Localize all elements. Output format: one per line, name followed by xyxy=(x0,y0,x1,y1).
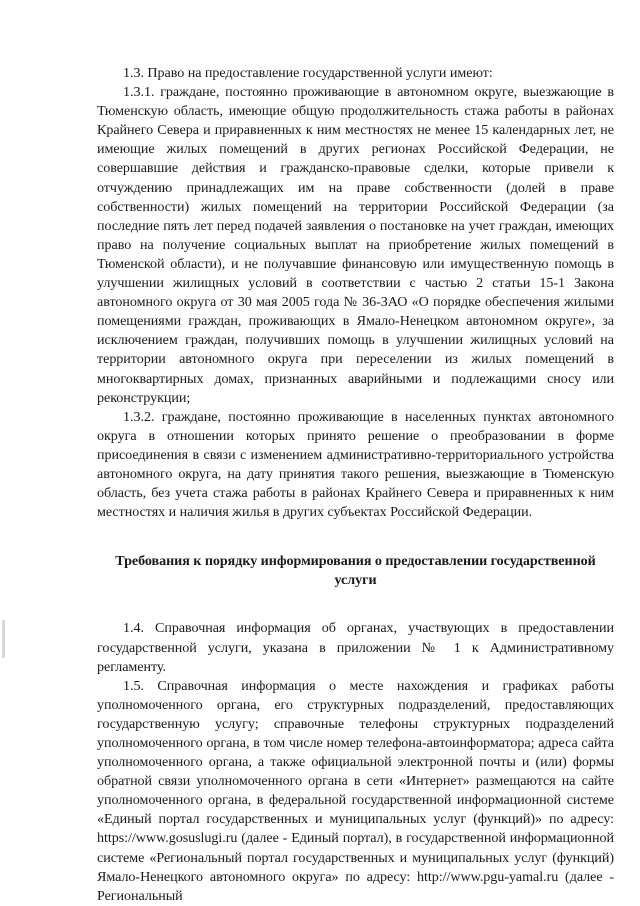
paragraph-1-3-2: 1.3.2. граждане, постоянно проживающие в населенных пунктах автономного округа в отношении которых принято решение о преобразовании в форме присоединения в связи с изменением административно-территориального устройства автономного округа, на дату принятия такого решения, выезжающие в Тюменскую область, без учета стажа работы в районах Крайнего Севера и приравненных к ним местностях и наличия жилья в других субъектах Российской Федерации. xyxy=(97,408,614,521)
paragraph-1-4: 1.4. Справочная информация об органах, участвующих в предоставлении государственной услуги, указана в приложении № 1 к Административному регламенту. xyxy=(97,620,614,675)
paragraph-1-3: 1.3. Право на предоставление государственной услуги имеют: xyxy=(123,65,493,81)
paragraph-1-3-1: 1.3.1. граждане, постоянно проживающие в автономном округе, выезжающие в Тюменскую область, имеющие общую продолжительность стажа работы в районах Крайнего Севера и приравненных к ним местностях не менее 15 календарных лет, не имеющие жилых помещений в других регионах Российской Федерации, не совершавшие действия и гражданско-правовые сделки, которые привели к отчуждению принадлежащих им на праве собственности (долей в праве собственности) жилых помещений на территории Российской Федерации (за последние пять лет перед подачей заявления о постановке на учет граждан, имеющих право на получение социальных выплат на приобретение жилых помещений в Тюменской области), и не получавшие финансовую или имущественную помощь в улучшении жилищных условий в соответствии с частью 2 статьи 15-1 Закона автономного округа от 30 мая 2005 года № 36-ЗАО «О порядке обеспечения жилыми помещениями граждан, проживающих в Ямало-Ненецком автономном округе», за исключением граждан, получивших помощь в улучшении жилищных условий на территории автономного округа при переселении из жилых помещений в многоквартирных домах, признанных аварийными и подлежащими сносу или реконструкции; xyxy=(97,84,614,406)
document-body xyxy=(97,64,614,906)
scan-edge-mark xyxy=(2,620,5,658)
paragraph-1-5: 1.5. Справочная информация о месте нахождения и графиках работы уполномоченного органа, его структурных подразделений, предоставляющих государственную услугу; справочные телефоны структурных подразделений уполномоченного органа, в том числе номер телефона-автоинформатора; адреса сайта уполномоченного органа, а также официальной электронной почты и (или) формы обратной связи уполномоченного органа в сети «Интернет» размещаются на сайте уполномоченного органа, в федеральной государственной информационной системе «Единый портал государственных и муниципальных услуг (функций)» по адресу: https://www.gosuslugi.ru (далее - Единый портал), в государственной информационной системе «Региональный портал государственных и муниципальных услуг (функций) Ямало-Ненецкого автономного округа» по адресу: http://www.pgu-yamal.ru (далее - Региональный xyxy=(97,677,614,904)
section-heading: Требования к порядку информирования о предоставлении государственной услуги xyxy=(115,553,596,589)
